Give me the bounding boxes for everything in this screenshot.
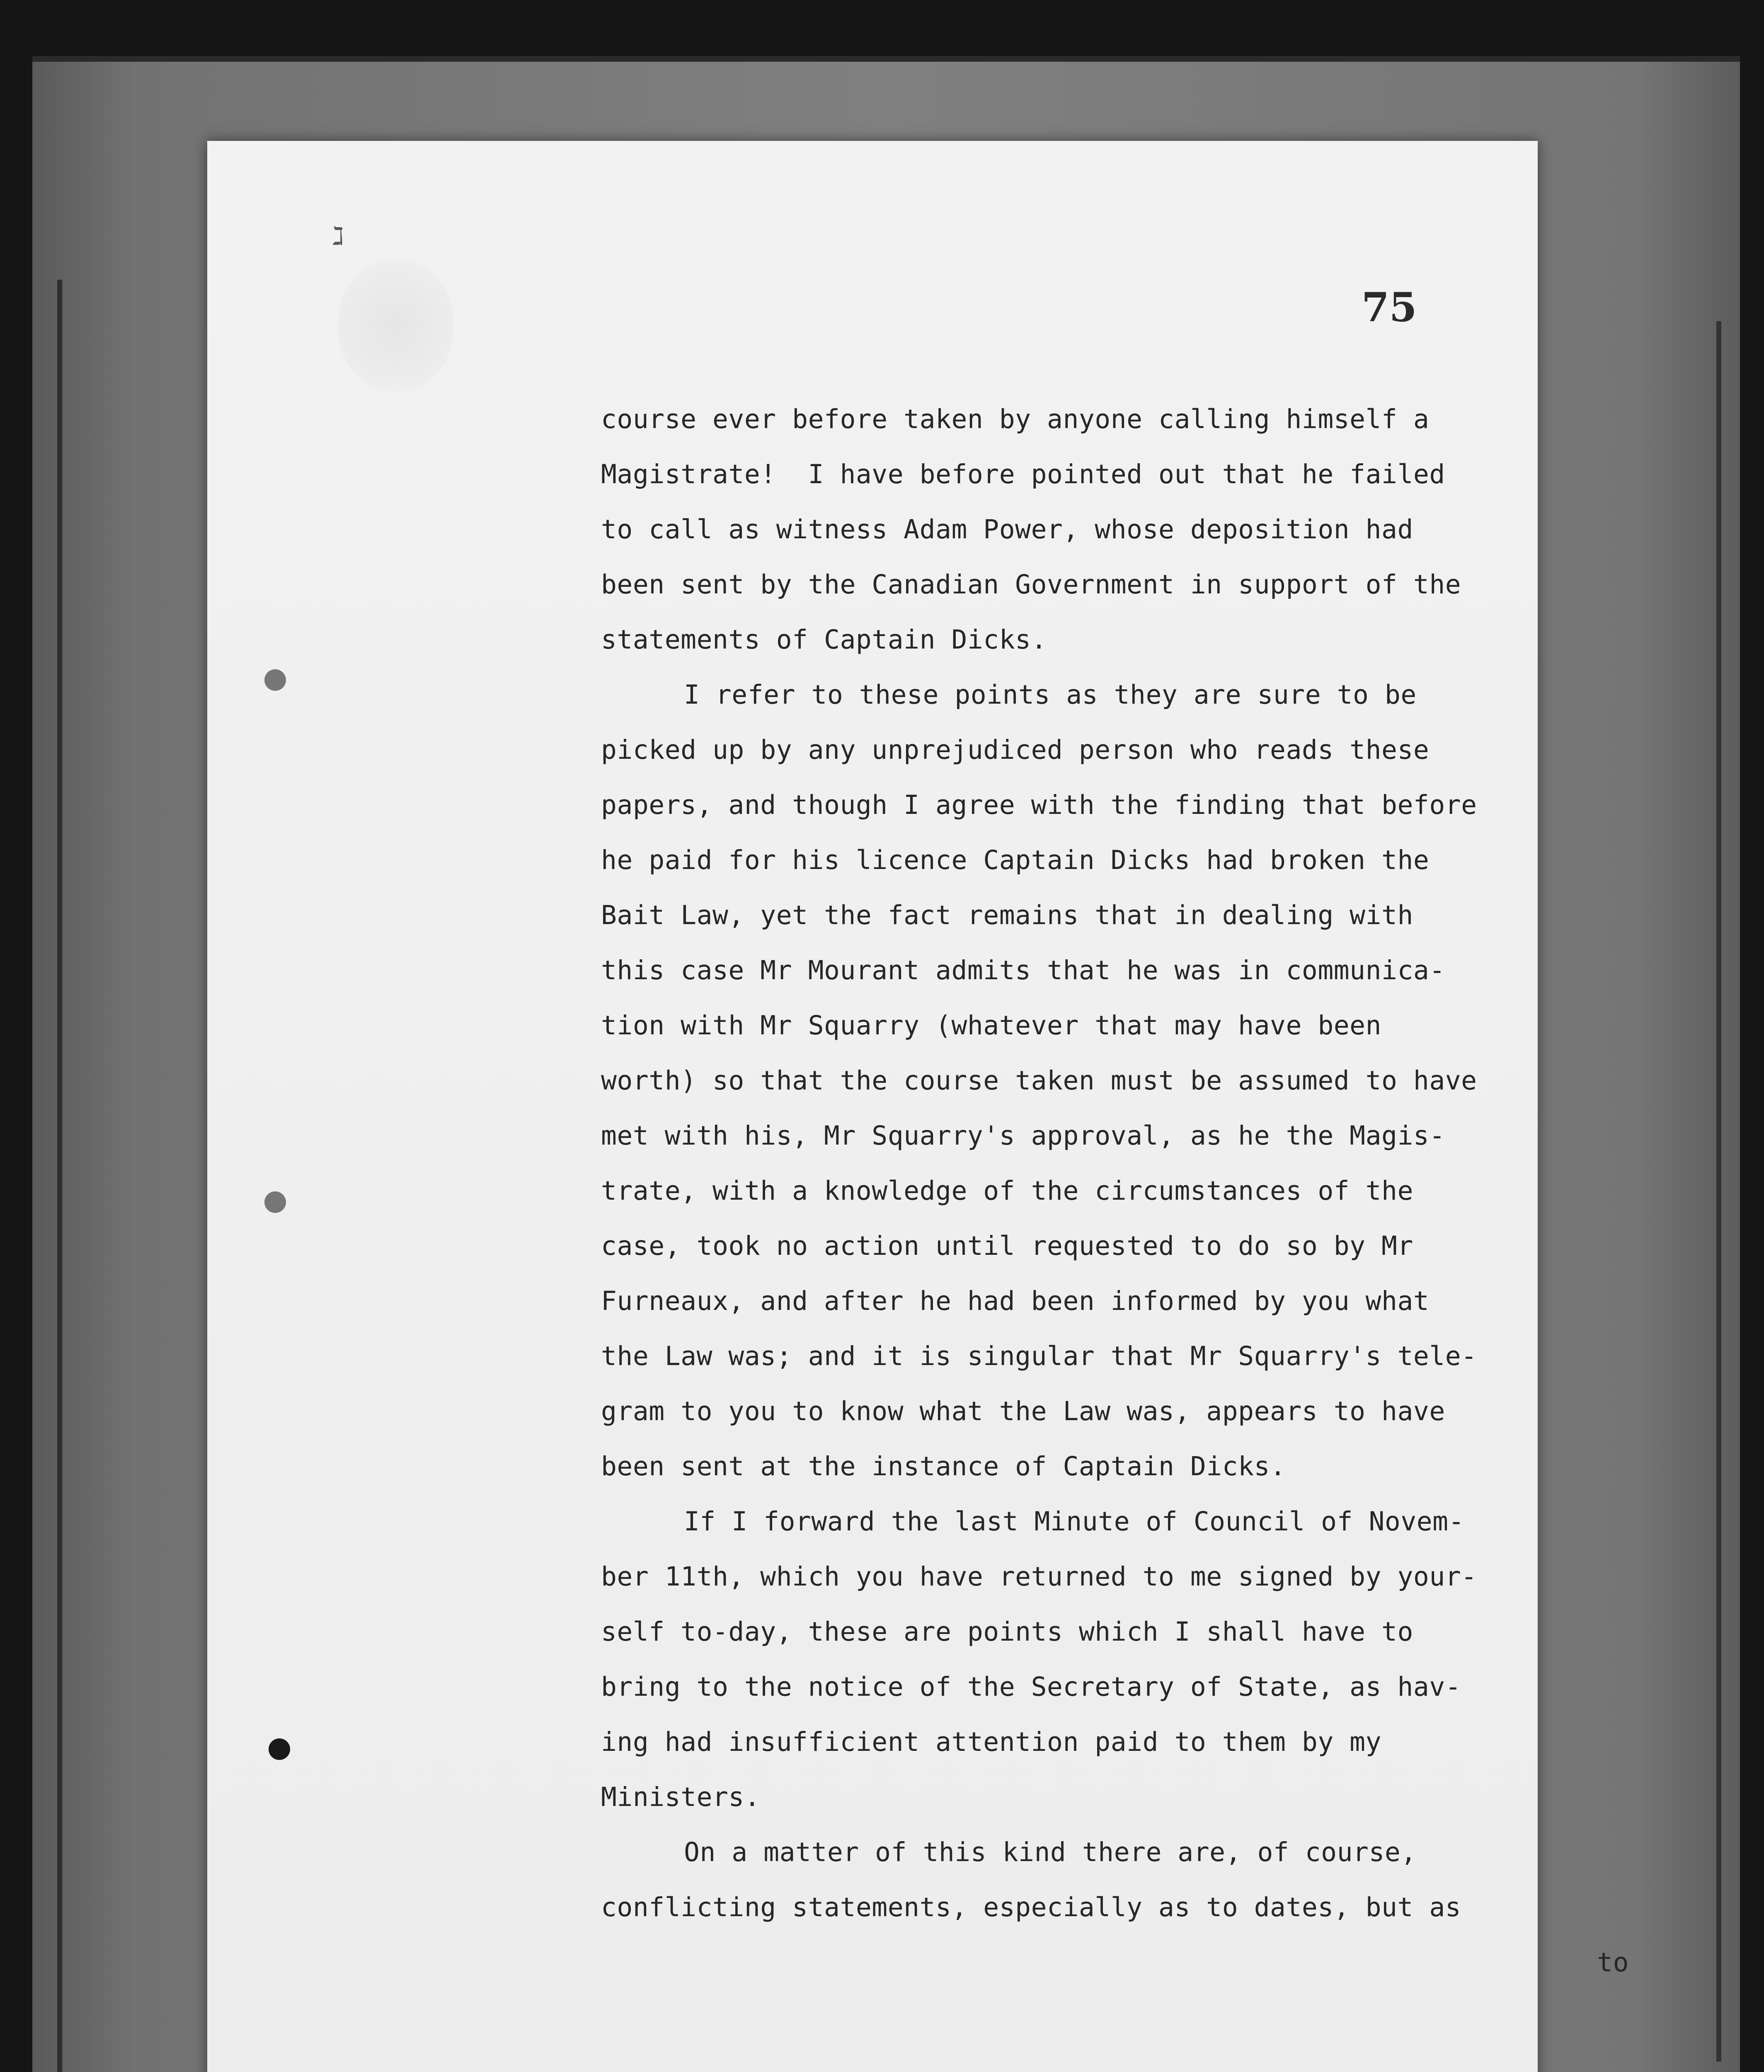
text-line: case, took no action until requested to do so by Mr	[601, 1231, 1413, 1261]
text-line: to call as witness Adam Power, whose deposition had	[601, 514, 1413, 545]
text-line: trate, with a knowledge of the circumstances of the	[601, 1176, 1413, 1206]
embossed-seal	[338, 259, 454, 392]
page-number: 75	[1362, 284, 1417, 331]
text-line: bring to the notice of the Secretary of State, as hav-	[601, 1672, 1461, 1702]
punch-hole	[264, 1191, 286, 1213]
text-line: conflicting statements, especially as to dates, but as	[601, 1892, 1461, 1922]
text-line: Bait Law, yet the fact remains that in dealing with	[601, 900, 1413, 930]
frame-shadow-right	[1716, 321, 1721, 2062]
text-line: been sent by the Canadian Government in support of the	[601, 569, 1461, 600]
text-line: ber 11th, which you have returned to me signed by your-	[601, 1561, 1477, 1592]
text-line: self to-day, these are points which I shall have to	[601, 1617, 1413, 1647]
text-line: worth) so that the course taken must be assumed to have	[601, 1065, 1477, 1096]
text-line: this case Mr Mourant admits that he was in communica-	[601, 955, 1445, 985]
text-line: tion with Mr Squarry (whatever that may have been	[601, 1010, 1382, 1041]
text-line: picked up by any unprejudiced person who reads these	[601, 735, 1430, 765]
text-line: gram to you to know what the Law was, appears to have	[601, 1396, 1445, 1426]
punch-hole	[264, 669, 286, 691]
text-line: course ever before taken by anyone calling himself a	[601, 404, 1430, 434]
paragraph-start-line: I refer to these points as they are sure to be	[684, 680, 1417, 710]
frame-shadow-left	[57, 280, 62, 2072]
punch-hole	[269, 1738, 290, 1760]
text-line: he paid for his licence Captain Dicks had broken the	[601, 845, 1430, 875]
text-line: Ministers.	[601, 1782, 761, 1812]
document-page	[207, 141, 1629, 2072]
margin-mark: ℷ	[332, 222, 344, 251]
text-line: Furneaux, and after he had been informed by you what	[601, 1286, 1430, 1316]
frame-edge	[32, 56, 1740, 62]
text-line: met with his, Mr Squarry's approval, as he the Magis-	[601, 1121, 1445, 1151]
text-line: papers, and though I agree with the finding that before	[601, 790, 1477, 820]
paragraph-start-line: If I forward the last Minute of Council of Novem-	[684, 1506, 1465, 1537]
text-line: ing had insufficient attention paid to them by my	[601, 1727, 1382, 1757]
text-line: statements of Captain Dicks.	[601, 625, 1047, 655]
text-line: been sent at the instance of Captain Dicks.	[601, 1451, 1286, 1481]
letter-body	[601, 392, 1712, 1990]
text-line: the Law was; and it is singular that Mr Squarry's tele-	[601, 1341, 1477, 1371]
catchword: to	[1597, 1947, 1629, 1978]
text-line: Magistrate! I have before pointed out that he failed	[601, 459, 1445, 489]
paragraph-start-line: On a matter of this kind there are, of course,	[684, 1837, 1417, 1867]
